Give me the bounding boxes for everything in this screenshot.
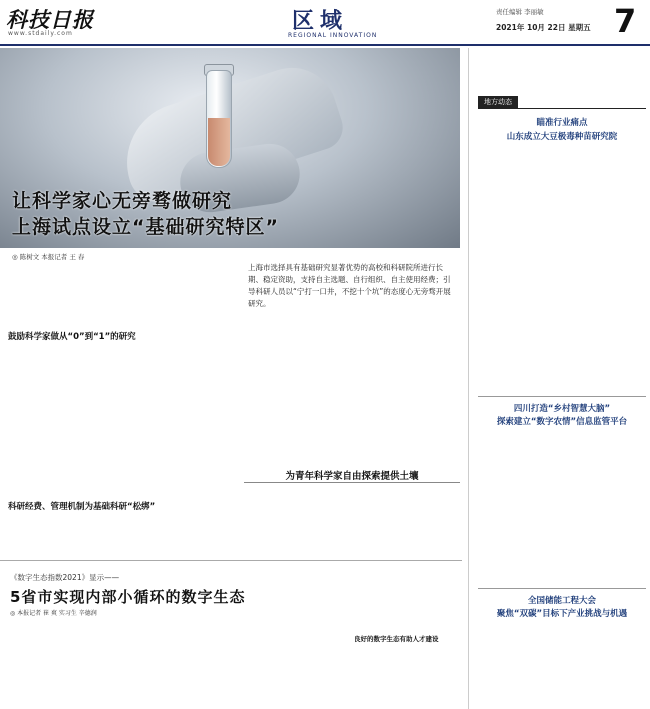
section-subtitle: REGIONAL INNOVATION (288, 32, 378, 39)
vial-liquid (208, 118, 230, 166)
lead-subhead-2: 科研经费、管理机制为基础科研“松绑” (8, 502, 156, 512)
sidebar-story1-head1[interactable]: 瞄准行业痛点 (536, 118, 588, 128)
second-byline: ◎ 本报记者 崔 爽 实习生 辛德润 (10, 610, 97, 617)
sidebar-story1-head2[interactable]: 山东成立大豆极毒种苗研究院 (506, 132, 618, 142)
second-headline[interactable]: 5省市实现内部小循环的数字生态 (10, 588, 246, 606)
story-divider (0, 560, 462, 561)
sidebar-divider-2 (478, 588, 646, 589)
second-kicker: 《数字生态指数2021》显示—— (10, 573, 120, 582)
sidebar-divider-1 (478, 396, 646, 397)
sidebar-tab-rule (478, 108, 646, 109)
lead-headline-line2[interactable]: 上海试点设立“基础研究特区” (12, 216, 279, 238)
lead-subhead-1: 鼓励科学家做从“0”到“1”的研究 (8, 332, 136, 342)
masthead (0, 0, 650, 44)
issue-date: 2021年 10月 22日 星期五 (496, 23, 591, 32)
editor-credit: 责任编辑 李丽敏 (496, 8, 544, 16)
sidebar-story2-head2[interactable]: 探索建立“数字农情”信息监管平台 (496, 417, 628, 427)
newspaper-logo: 科技日报 (6, 7, 94, 32)
second-subhead: 良好的数字生态有助人才建设 (354, 635, 439, 643)
lead-subhead-3: 为青年科学家自由探索提供土壤 (285, 471, 419, 482)
sidebar-tab: 地方动态 (478, 96, 518, 108)
lead-headline-line1[interactable]: 让科学家心无旁骛做研究 (12, 190, 233, 212)
page-number: 7 (614, 2, 637, 40)
newspaper-url: www.stdaily.com (8, 30, 73, 37)
lead-byline: ◎ 陈树文 本报记者 王 春 (12, 253, 85, 261)
mid-divider (244, 482, 460, 483)
sidebar-story3-head1[interactable]: 全国储能工程大会 (527, 596, 596, 606)
top-divider (0, 44, 650, 46)
sidebar-story3-head2[interactable]: 聚焦“双碳”目标下产业挑战与机遇 (496, 609, 628, 619)
section-title: 区域 (292, 9, 349, 34)
sidebar-story2-head1[interactable]: 四川打造“乡村智慧大脑” (513, 404, 611, 414)
lead-summary: 上海市选择具有基础研究显著优势的高校和科研院所进行长期、稳定资助，支持自主选题、自行组织、自主使用经费；引导科研人员以“宁打一口井，不挖十个坑”的态度心无旁骛开展研究。 (248, 263, 451, 308)
